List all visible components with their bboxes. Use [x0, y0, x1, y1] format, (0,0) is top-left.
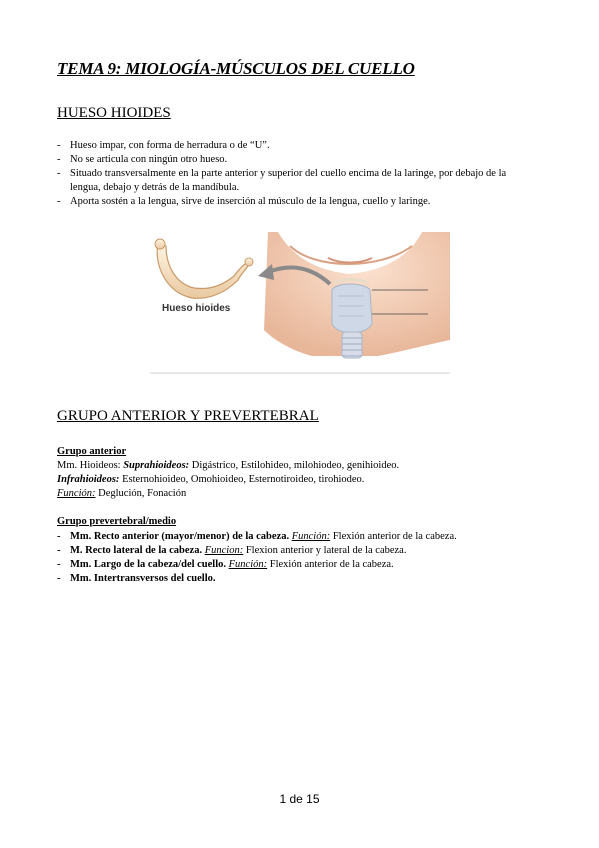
infrahioideos-line: Infrahioideos: Esternohioideo, Omohioideo, Esternotiroideo, tirohiodeo.: [57, 474, 365, 485]
list-item: - Mm. Intertransversos del cuello.: [57, 573, 216, 584]
hyoid-figure: [150, 232, 450, 374]
hioideos-line: Mm. Hioideos: Suprahioideos: Digástrico, Estilohideo, milohiodeo, genihioideo.: [57, 460, 400, 471]
page-number: 1 de 15: [279, 792, 320, 806]
bullet-dash: -: [57, 531, 61, 542]
section-heading-anterior-prevertebral: GRUPO ANTERIOR Y PREVERTEBRAL: [57, 408, 319, 424]
funcion-line: Función: Deglución, Fonación: [57, 488, 187, 499]
bullet-dash: -: [57, 168, 61, 179]
section-heading-hioides: HUESO HIOIDES: [57, 105, 171, 121]
bullet-dash: -: [57, 196, 61, 207]
bullet-dash: -: [57, 573, 61, 584]
hyoid-bone-shape: [155, 239, 253, 298]
prevertebral-subheading: Grupo prevertebral/medio: [57, 516, 177, 527]
list-item: - Aporta sostén a la lengua, sirve de inserción al músculo de la lengua, cuello y laringe.: [57, 196, 431, 207]
figure-label: Hueso hioides: [162, 303, 231, 314]
prevertebral-list: [57, 530, 457, 586]
anterior-subheading: Grupo anterior: [57, 446, 127, 457]
hyoid-illustration: [150, 232, 450, 374]
hioides-bullet-list: [57, 139, 527, 209]
list-item: - Mm. Largo de la cabeza/del cuello. Función: Flexión anterior de la cabeza.: [57, 559, 394, 570]
bullet-dash: -: [57, 140, 61, 151]
list-item: - Hueso impar, con forma de herradura o de “U”.: [57, 140, 270, 151]
bullet-dash: -: [57, 545, 61, 556]
list-item: - Mm. Recto anterior (mayor/menor) de la cabeza. Función: Flexión anterior de la cabeza.: [57, 531, 457, 542]
list-item: - Situado transversalmente en la parte anterior y superior del cuello encima de la laringe, por debajo de la lengua, debajo y detrás de la mandíbula.: [57, 168, 507, 193]
list-item: - No se articula con ningún otro hueso.: [57, 154, 228, 165]
page-title: TEMA 9: MIOLOGÍA-MÚSCULOS DEL CUELLO: [57, 59, 415, 78]
bullet-dash: -: [57, 559, 61, 570]
bullet-dash: -: [57, 154, 61, 165]
list-item: - M. Recto lateral de la cabeza. Funcion: Flexion anterior y lateral de la cabeza.: [57, 545, 407, 556]
